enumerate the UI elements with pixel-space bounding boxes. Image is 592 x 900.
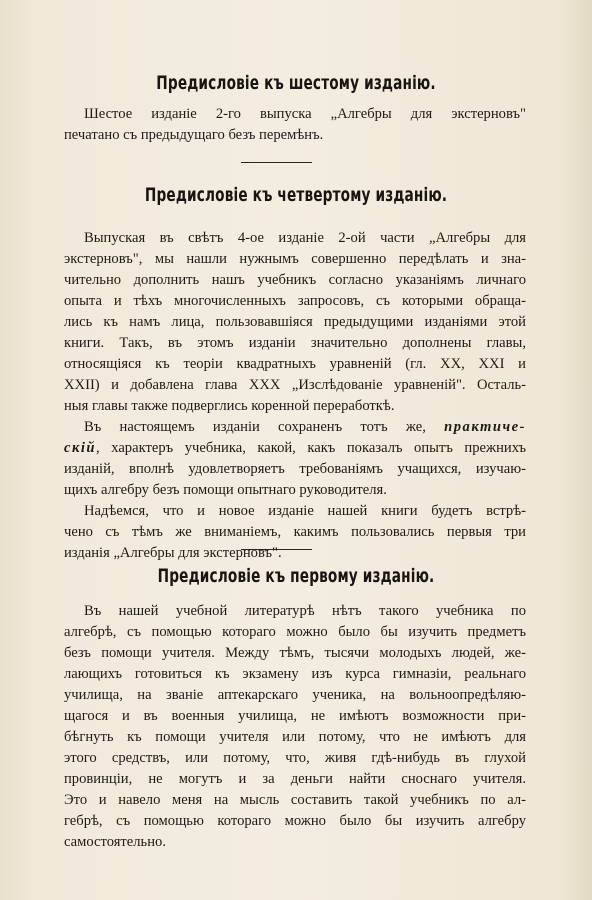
text-line: ныя главы также подверглись коренной переработкѣ.	[64, 398, 395, 414]
text-line: щихъ алгебру безъ помощи опытнаго руководителя.	[64, 482, 387, 498]
preface-fourth-edition-title: Предисловіе къ четвертому изданію.	[144, 184, 448, 206]
text-line	[64, 417, 526, 438]
text-line: безъ помощи учителя. Между тѣмъ, тысячи молодыхъ людей, же-	[64, 645, 526, 661]
text-line: алгебрѣ, съ помощью котораго можно было бы изучить предметъ	[64, 624, 526, 640]
text-fragment: , характеръ учебника, какой, какъ показалъ опытъ прежнихъ	[96, 440, 526, 456]
text-line: Выпуская въ свѣтъ 4-ое изданіе 2-ой части „Алгебры для	[84, 230, 526, 246]
text-line: Это и навело меня на мысль составить такой учебникъ по ал-	[64, 792, 526, 808]
text-line: гебрѣ, съ помощью котораго можно было бы изучить алгебру	[64, 813, 526, 829]
preface-sixth-edition-text	[64, 104, 526, 146]
text-line: училища, на званіе аптекарскаго ученика, на вольноопредѣляю-	[64, 687, 526, 703]
text-line: относящіяся къ теоріи квадратныхъ уравненій (гл. XX, XXI и	[64, 356, 526, 372]
text-line: лись къ намъ лица, пользовавшіяся предыдущими изданіями этой	[64, 314, 526, 330]
text-line: лающихъ готовиться къ экзамену изъ курса гимназіи, реальнаго	[64, 666, 526, 682]
text-line: Въ нашей учебной литературѣ нѣтъ такого учебника по	[84, 603, 526, 619]
preface-fourth-edition-text	[64, 228, 526, 564]
preface-sixth-edition-title: Предисловіе къ шестому изданію.	[156, 72, 436, 94]
preface-first-edition-title: Предисловіе къ первому изданію.	[157, 565, 435, 587]
text-line: изданія „Алгебры для экстерновъ".	[64, 545, 282, 561]
text-line: XXII) и добавлена глава XXX „Изслѣдованіе уравненій". Осталь-	[64, 377, 526, 393]
text-line: самостоятельно.	[64, 834, 166, 850]
text-line: Надѣемся, что и новое изданіе нашей книги будетъ встрѣ-	[84, 503, 526, 519]
section-divider	[241, 162, 312, 163]
emphasized-word: скій	[64, 440, 97, 456]
text-line: этого средствъ, или потому, что, живя гдѣ-нибудь въ глухой	[64, 750, 526, 766]
text-line: экстерновъ", мы нашли нужнымъ совершенно передѣлать и зна-	[64, 251, 526, 267]
text-line: чено съ тѣмъ же вниманіемъ, какимъ пользовались первыя три	[64, 524, 526, 540]
text-line	[64, 438, 526, 459]
text-line: щагося и въ военныя училища, не имѣютъ возможности при-	[64, 708, 526, 724]
text-line: книги. Такъ, въ этомъ изданіи значительно дополнены главы,	[64, 335, 526, 351]
text-line: Шестое изданіе 2-го выпуска „Алгебры для экстерновъ"	[84, 106, 526, 122]
text-line: чительно дополнить нашъ учебникъ согласно указаніямъ личнаго	[64, 272, 526, 288]
text-line: опыта и тѣхъ многочисленныхъ запросовъ, съ которыми обраща-	[64, 293, 526, 309]
text-line: бѣгнуть къ помощи учителя или потому, что не имѣютъ для	[64, 729, 526, 745]
preface-first-edition-text	[64, 601, 526, 853]
text-line: изданій, вполнѣ удовлетворяетъ требованіямъ учащихся, изучаю-	[64, 461, 526, 477]
emphasized-word: практиче-	[444, 419, 526, 435]
section-divider	[241, 549, 312, 550]
text-line: провинціи, не могутъ и за деньги найти сноснаго учителя.	[64, 771, 526, 787]
text-fragment: Въ настоящемъ изданіи сохраненъ тотъ же,	[84, 419, 426, 435]
text-line: печатано съ предыдущаго безъ перемѣнъ.	[64, 127, 324, 143]
